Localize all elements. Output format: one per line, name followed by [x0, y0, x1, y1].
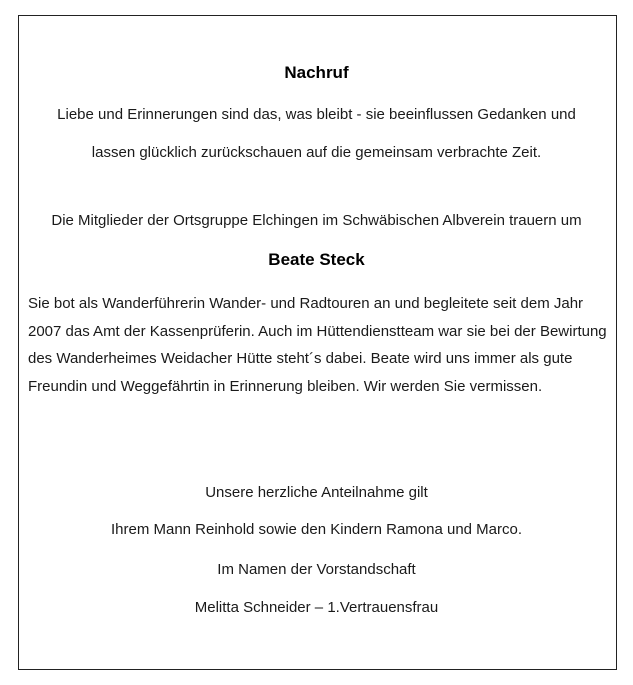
- tribute-paragraph: Sie bot als Wanderführerin Wander- und Radtouren an und begleitete seit dem Jahr 2007 das Amt der Kassenprüferin. Auch im Hüttendienstteam war sie bei der Bewirtung des Wanderheimes Weidacher Hütte steht´s dabei. Beate wird uns immer als gute Freundin und Weggefährtin in Erinnerung bleiben. Wir werden Sie vermissen.: [28, 295, 607, 395]
- signature-line: Melitta Schneider – 1.Vertrauensfrau: [194, 599, 439, 616]
- intro-line-1: Liebe und Erinnerungen sind das, was bleibt - sie beeinflussen Gedanken und: [57, 106, 576, 123]
- intro-line-2: lassen glücklich zurückschauen auf die gemeinsam verbrachte Zeit.: [91, 144, 542, 161]
- condolence-line: Unsere herzliche Anteilnahme gilt: [205, 484, 428, 501]
- deceased-name: Beate Steck: [268, 250, 365, 269]
- family-line: Ihrem Mann Reinhold sowie den Kindern Ramona und Marco.: [110, 521, 523, 538]
- on-behalf-line: Im Namen der Vorstandschaft: [217, 561, 416, 578]
- obituary-heading: Nachruf: [284, 63, 349, 82]
- mourning-line: Die Mitglieder der Ortsgruppe Elchingen im Schwäbischen Albverein trauern um: [51, 212, 582, 229]
